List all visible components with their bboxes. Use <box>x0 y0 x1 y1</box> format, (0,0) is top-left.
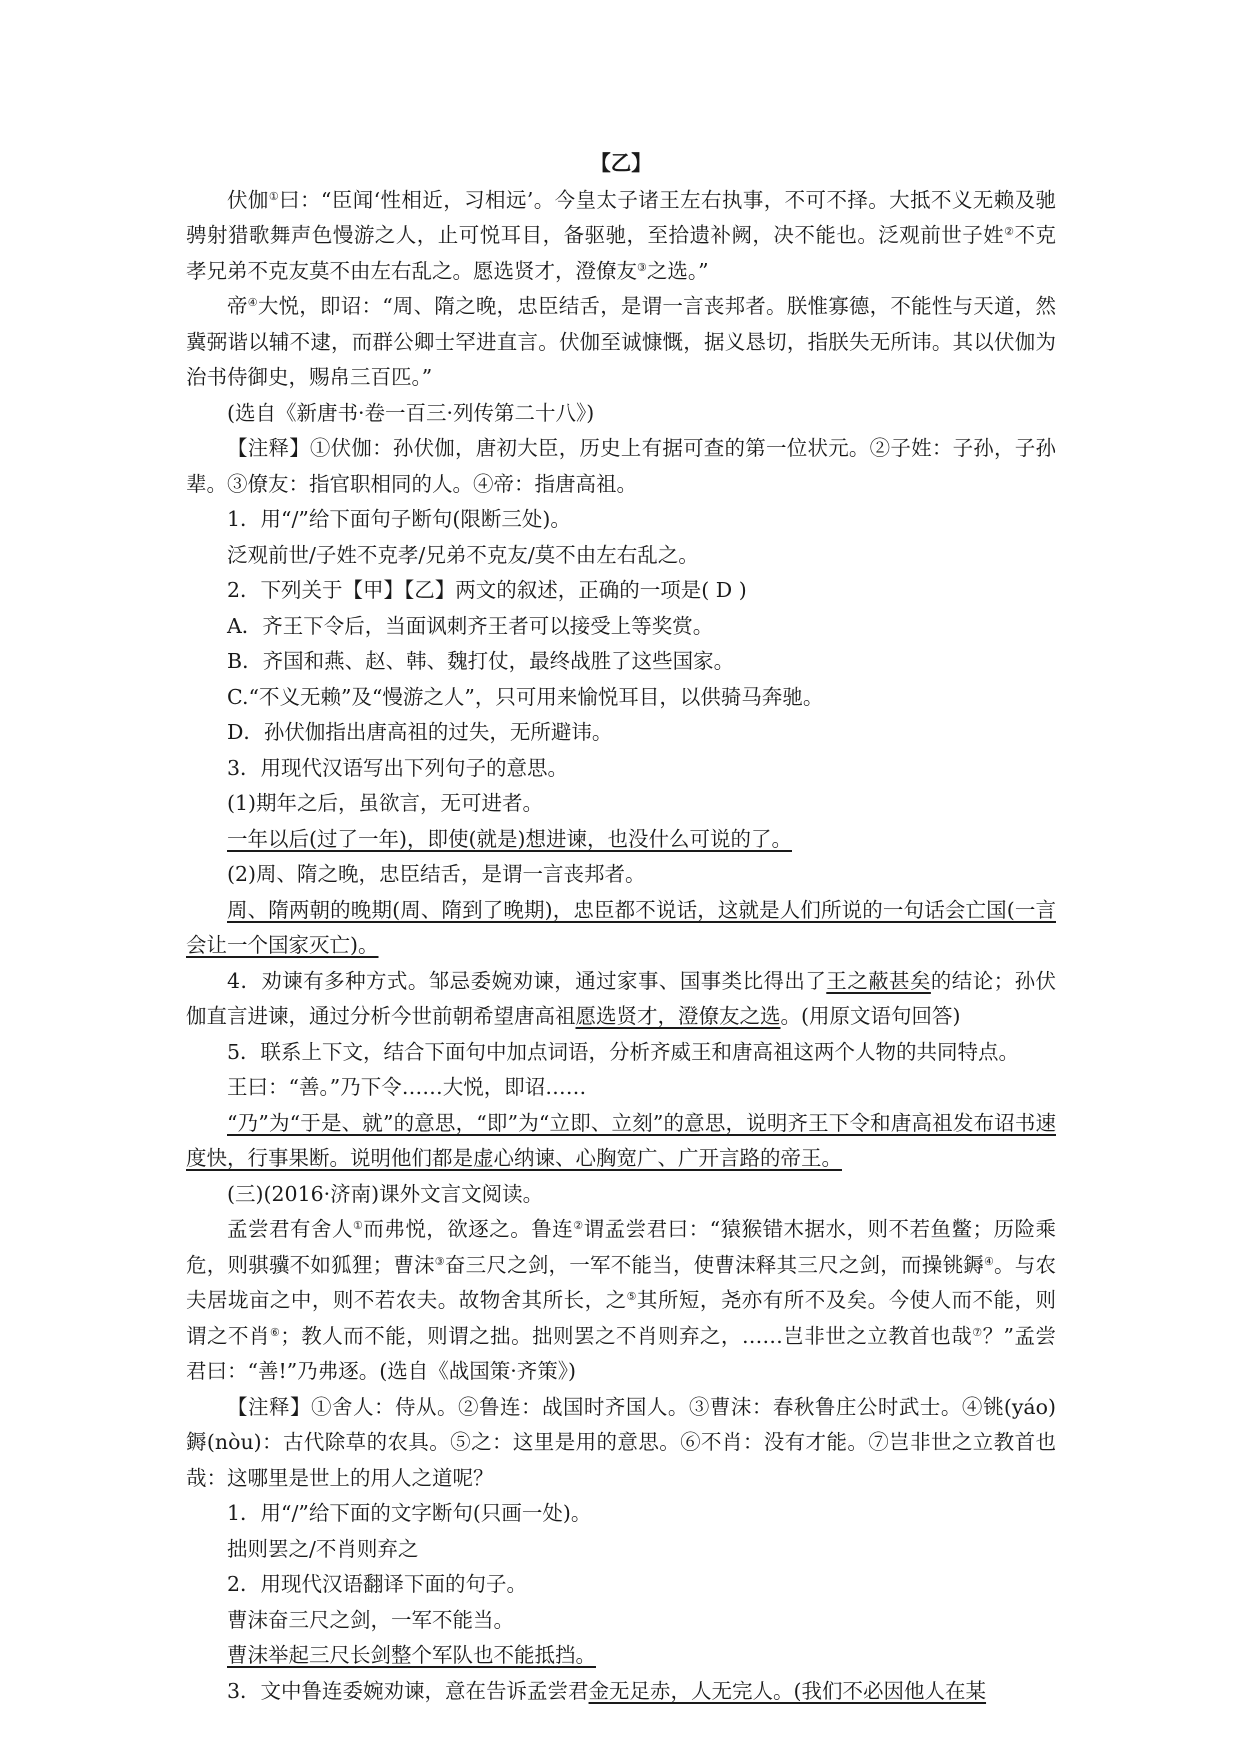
section-heading-3: (三)(2016·济南)课外文言文阅读。 <box>227 1181 544 1206</box>
question-3-s3: 3．文中鲁连委婉劝谏，意在告诉孟尝君金无足赤，人无完人。(我们不必因他人在某 <box>227 1678 987 1703</box>
underlined-answer: “乃”为“于是、就”的意思，“即”为“立即、立刻”的意思，说明齐王下令和唐高祖发布诏书速度快，行事果断。说明他们都是虚心纳谏、心胸宽广、广开言路的帝王。 <box>186 1110 1056 1170</box>
footnote-marker: ④ <box>983 1254 995 1268</box>
passage-3-text: 孟尝君有舍人①而弗悦，欲逐之。鲁连②谓孟尝君曰：“猿猴错木据水，则不若鱼鳖；历险乘危，则骐骥不如狐狸；曹沫③奋三尺之剑，一军不能当，使曹沫释其三尺之剑，而操铫鎒④。与农夫居垅亩之中，则不若农夫。故物舍其所长，之⑤其所短，尧亦有所不及矣。今使人而不能，则谓之不肖⑥；教人而不能，则谓之拙。拙则罢之不肖则弃之，……岂非世之立教首也哉⑦？”孟尝君曰：“善!”乃弗逐。(选自《战国策·齐策》) <box>186 1217 1056 1383</box>
footnote-marker: ② <box>573 1219 584 1232</box>
footnote-marker: ⑦ <box>972 1325 983 1339</box>
answer-3-2 <box>186 893 1056 964</box>
question-3-s1: 1．用“/”给下面的文字断句(只画一处)。 <box>227 1501 592 1525</box>
underlined-answer: 周、隋两朝的晚期(周、隋到了晚期)，忠臣都不说话，这就是人们所说的一句话会亡国(一言会让一个国家灭亡)。 <box>186 897 1056 957</box>
footnote-marker: ① <box>352 1219 364 1232</box>
footnote-marker: ③ <box>434 1254 445 1268</box>
footnote-marker: ③ <box>637 260 647 274</box>
section-title: 【乙】 <box>590 151 652 175</box>
answer-5 <box>186 1106 1056 1177</box>
underlined-answer: 曹沫举起三尺长剑整个军队也不能抵挡。 <box>227 1643 596 1667</box>
question-3: 3．用现代汉语写出下列句子的意思。 <box>227 755 569 780</box>
question-4: 4．劝谏有多种方式。邹忌委婉劝谏，通过家事、国事类比得出了王之蔽甚矣的结论；孙伏伽直言进谏，通过分析今世前朝希望唐高祖愿选贤才，澄僚友之选。(用原文语句回答) <box>186 968 1056 1028</box>
answer-1: 泛观前世/子姓不克孝/兄弟不克友/莫不由左右乱之。 <box>227 542 699 567</box>
footnote-marker: ① <box>268 189 280 203</box>
footnote-marker: ⑤ <box>626 1290 637 1303</box>
question-3-s2-sentence: 曹沫奋三尺之剑，一军不能当。 <box>227 1607 514 1632</box>
passage-paragraph-1: 伏伽①曰：“臣闻‘性相近，习相远’。今皇太子诸王左右执事，不可不择。大抵不义无赖及驰骋射猎歌舞声色慢游之人，止可悦耳目，备驱驰，至拾遗补阙，决不能也。泛观前世子姓②不克孝兄弟不克友莫不由左右乱之。愿选贤才，澄僚友③之选。” <box>186 187 1056 283</box>
underlined-answer: 王之蔽甚矣 <box>826 968 931 993</box>
option-d: D．孙伏伽指出唐高祖的过失，无所避讳。 <box>227 720 613 744</box>
underlined-answer: 愿选贤才，澄僚友之选 <box>575 1004 781 1028</box>
question-3-s2: 2．用现代汉语翻译下面的句子。 <box>227 1572 528 1596</box>
question-3-1: (1)期年之后，虽欲言，无可进者。 <box>227 791 544 815</box>
document-page <box>186 146 1056 1709</box>
question-3-2: (2)周、隋之晚，忠臣结舌，是谓一言丧邦者。 <box>227 862 646 886</box>
footnote-marker: ② <box>1004 225 1015 238</box>
passage-source: (选自《新唐书·卷一百三·列传第二十八》) <box>227 400 595 425</box>
question-2: 2．下列关于【甲】【乙】两文的叙述，正确的一项是( D ) <box>227 578 747 602</box>
option-b: B．齐国和燕、赵、韩、魏打仗，最终战胜了这些国家。 <box>227 649 735 673</box>
footnote-marker: ④ <box>247 296 258 309</box>
underlined-answer: 金无足赤，人无完人。(我们不必因他人在某 <box>588 1678 987 1703</box>
annotation-note-3: 【注释】①舍人：侍从。②鲁连：战国时齐国人。③曹沫：春秋鲁庄公时武士。④铫(yáo)鎒(nòu)：古代除草的农具。⑤之：这里是用的意思。⑥不肖：没有才能。⑦岂非世之立教首也哉：这哪里是世上的用人之道呢？ <box>186 1394 1056 1490</box>
answer-3-1 <box>186 822 1056 858</box>
passage-paragraph-2: 帝④大悦，即诏：“周、隋之晚，忠臣结舌，是谓一言丧邦者。朕惟寡德，不能性与天道，然冀弼谐以辅不逮，而群公卿士罕进直言。伏伽至诚慷慨，据义恳切，指朕失无所讳。其以伏伽为治书侍御史，赐帛三百匹。” <box>186 294 1056 389</box>
question-5-quote: 王曰：“善。”乃下令……大悦，即诏…… <box>227 1075 587 1099</box>
question-5: 5．联系上下文，结合下面句中加点词语，分析齐威王和唐高祖这两个人物的共同特点。 <box>227 1039 1020 1064</box>
annotation-note: 【注释】①伏伽：孙伏伽，唐初大臣，历史上有据可查的第一位状元。②子姓：子孙，子孙辈。③僚友：指官职相同的人。④帝：指唐高祖。 <box>186 436 1056 496</box>
option-c: C.“不义无赖”及“慢游之人”，只可用来愉悦耳目，以供骑马奔驰。 <box>227 684 824 709</box>
underlined-answer: 一年以后(过了一年)，即使(就是)想进谏，也没什么可说的了。 <box>227 826 792 851</box>
footnote-marker: ⑥ <box>269 1325 281 1339</box>
question-1: 1．用“/”给下面句子断句(限断三处)。 <box>227 507 571 531</box>
answer-3-s1: 拙则罢之/不肖则弃之 <box>227 1536 419 1561</box>
answer-3-s2 <box>186 1638 1056 1674</box>
option-a: A．齐王下令后，当面讽刺齐王者可以接受上等奖赏。 <box>227 613 714 638</box>
